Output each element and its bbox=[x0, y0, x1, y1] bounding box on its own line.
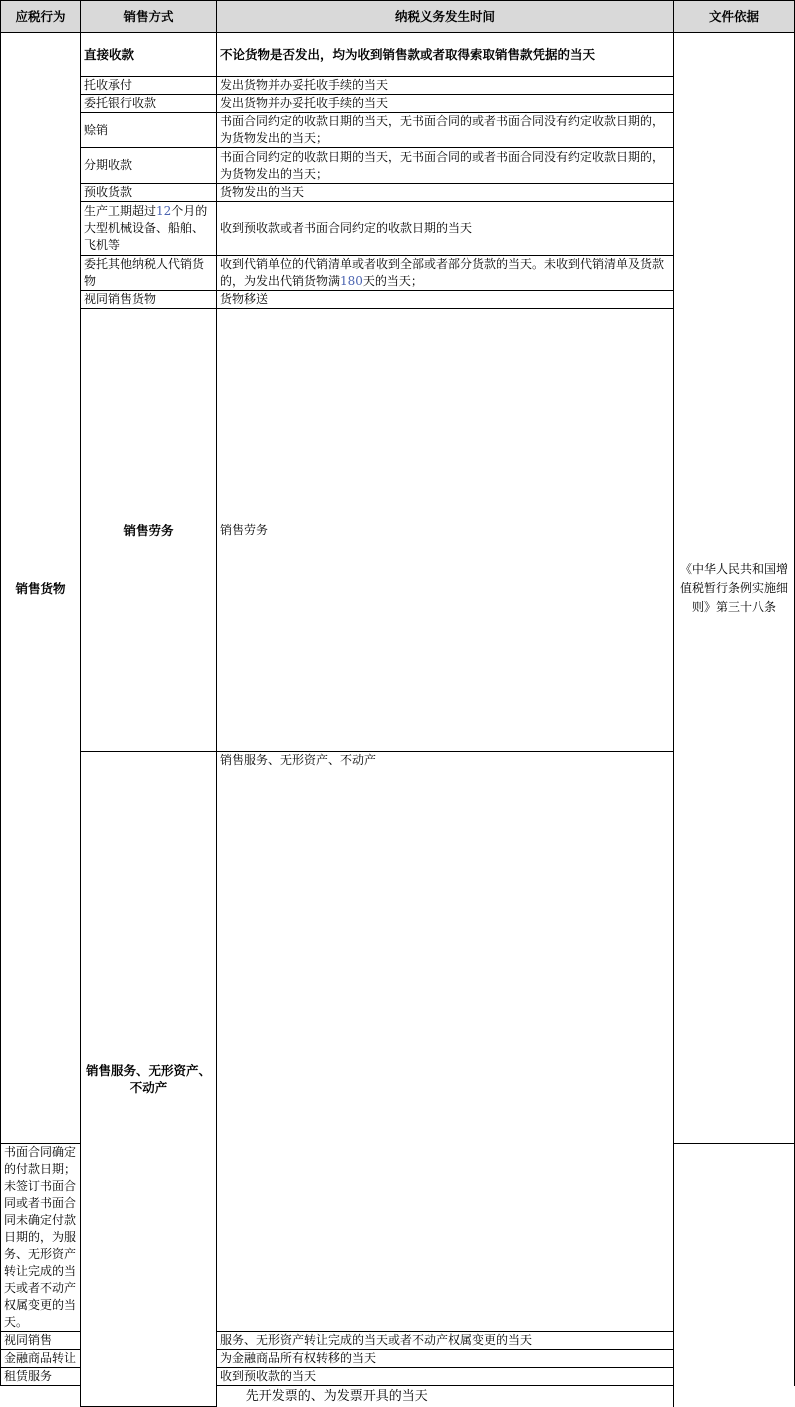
month-number: 12 bbox=[156, 204, 172, 218]
table-row bbox=[1, 33, 795, 77]
time-cell: 服务、无形资产转让完成的当天或者不动产权属变更的当天 bbox=[217, 1332, 674, 1350]
method-cell: 金融商品转让 bbox=[1, 1350, 81, 1368]
category-services: 销售服务、无形资产、不动产 bbox=[81, 752, 217, 1407]
time-cell: 货物发出的当天 bbox=[217, 184, 674, 202]
method-text: 个月的大型机械设备、船舶、飞机等 bbox=[84, 204, 208, 252]
method-cell: 赊销 bbox=[81, 113, 217, 148]
header-time: 纳税义务发生时间 bbox=[217, 1, 674, 33]
time-cell: 书面合同确定的付款日期；未签订书面合同或者书面合同未确定付款日期的，为服务、无形资产转让完成的当天或者不动产权属变更的当天。 bbox=[1, 1144, 81, 1332]
method-cell: 视同销售货物 bbox=[81, 291, 217, 309]
method-cell: 直接收款 bbox=[81, 33, 217, 77]
time-cell: 发出货物并办妥托收手续的当天 bbox=[217, 77, 674, 95]
time-cell bbox=[217, 256, 674, 291]
method-cell: 委托银行收款 bbox=[81, 95, 217, 113]
footer-row bbox=[1, 1386, 795, 1407]
time-cell: 收到预收款的当天 bbox=[217, 1368, 674, 1386]
time-text: 收到代销单位的代销清单或者收到全部或者部分货款的当天。未收到代销清单及货款的，为发出代销货物满 bbox=[220, 257, 665, 288]
header-basis: 文件依据 bbox=[674, 1, 795, 33]
method-cell: 销售劳务 bbox=[217, 309, 674, 752]
method-cell: 分期收款 bbox=[81, 148, 217, 184]
header-method: 销售方式 bbox=[81, 1, 217, 33]
time-cell: 发出货物并办妥托收手续的当天 bbox=[217, 95, 674, 113]
method-cell: 租赁服务 bbox=[1, 1368, 81, 1386]
time-cell: 收到预收款或者书面合同约定的收款日期的当天 bbox=[217, 202, 674, 256]
footer-text: 先开发票的、为发票开具的当天 bbox=[1, 1386, 674, 1407]
method-cell bbox=[81, 202, 217, 256]
method-cell: 预收货款 bbox=[81, 184, 217, 202]
time-text: 天的当天； bbox=[362, 274, 423, 288]
category-goods: 销售货物 bbox=[1, 33, 81, 1144]
day-number: 180 bbox=[340, 274, 363, 288]
time-cell: 货物移送 bbox=[217, 291, 674, 309]
header-row bbox=[1, 1, 795, 33]
method-cell: 视同销售 bbox=[1, 1332, 81, 1350]
time-cell: 为金融商品所有权转移的当天 bbox=[217, 1350, 674, 1368]
basis-goods: 《中华人民共和国增值税暂行条例实施细则》第三十八条 bbox=[674, 33, 795, 1144]
method-text: 生产工期超过 bbox=[84, 204, 157, 218]
time-cell: 不论货物是否发出，均为收到销售款或者取得索取销售款凭据的当天 bbox=[217, 33, 674, 77]
method-cell: 销售服务、无形资产、不动产 bbox=[217, 752, 674, 1332]
method-cell: 托收承付 bbox=[81, 77, 217, 95]
category-labor: 销售劳务 bbox=[81, 309, 217, 752]
method-cell: 委托其他纳税人代销货物 bbox=[81, 256, 217, 291]
time-cell: 书面合同约定的收款日期的当天，无书面合同的或者书面合同没有约定收款日期的，为货物发出的当天； bbox=[217, 113, 674, 148]
time-cell: 书面合同约定的收款日期的当天，无书面合同的或者书面合同没有约定收款日期的，为货物发出的当天； bbox=[217, 148, 674, 184]
header-behavior: 应税行为 bbox=[1, 1, 81, 33]
